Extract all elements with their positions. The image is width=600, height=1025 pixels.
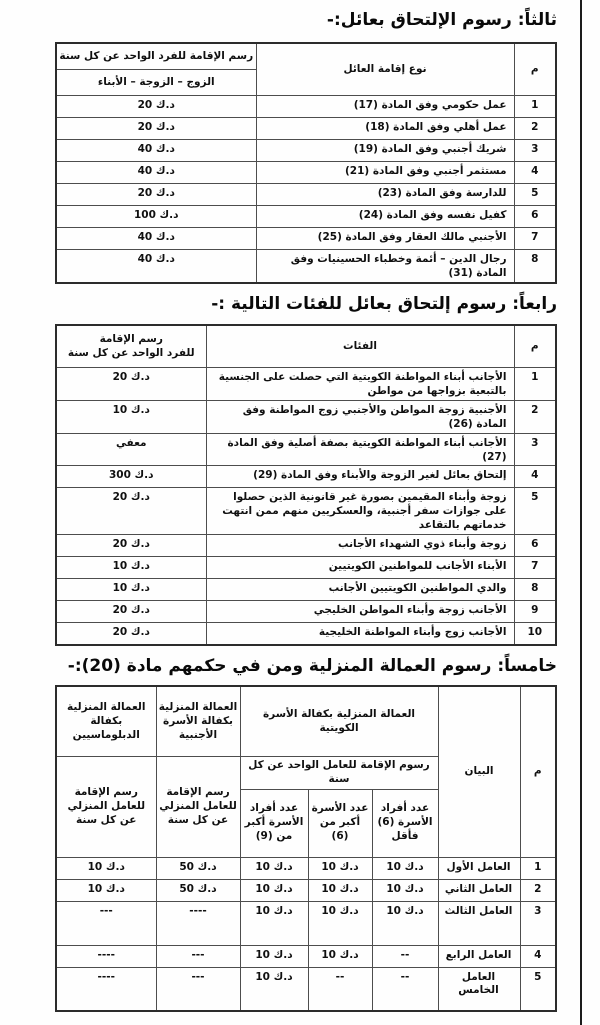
fee-cell: 40 د.ك — [56, 228, 256, 250]
fee-cell: 20 د.ك — [56, 184, 256, 206]
category-cell: الأبناء الأجانب للمواطنين الكويتيين — [206, 557, 514, 579]
fee-cell: 100 د.ك — [56, 206, 256, 228]
fee-cell: --- — [156, 967, 240, 1011]
fee-cell: 10 د.ك — [56, 557, 206, 579]
header-row — [56, 325, 556, 368]
fee-header-line2: الزوج – الزوجة – الأبناء — [56, 70, 256, 96]
row-number-cell: 5 — [514, 488, 556, 535]
category-cell: إلتحاق بعائل لغير الزوجة والأبناء وفق المادة (29) — [206, 466, 514, 488]
fee-cell: 20 د.ك — [56, 623, 206, 645]
table-row — [56, 901, 556, 945]
fee-cell: -- — [308, 967, 372, 1011]
row-number-cell: 4 — [514, 162, 556, 184]
residence-type-cell: الأجنبي مالك العقار وفق المادة (25) — [256, 228, 514, 250]
row-number-cell: 1 — [514, 96, 556, 118]
table-row — [56, 945, 556, 967]
fee-cell: ---- — [56, 967, 156, 1011]
diplomats-group-header: العمالة المنزلية بكفالة الدبلوماسيين — [56, 686, 156, 756]
fee-cell: 10 د.ك — [56, 857, 156, 879]
table-row — [56, 118, 556, 140]
bayan-header: البيان — [438, 686, 520, 857]
header-row — [56, 686, 556, 756]
fee-cell: 10 د.ك — [56, 401, 206, 434]
fee-cell: 20 د.ك — [56, 488, 206, 535]
fee-cell: 10 د.ك — [56, 879, 156, 901]
col-no-header: م — [514, 43, 556, 96]
table-row — [56, 368, 556, 401]
family-6-or-less-header: عدد أفراد الأسرة (6) فأقل — [372, 789, 438, 857]
family-join-fees-table — [55, 42, 557, 284]
fee-cell: 20 د.ك — [56, 535, 206, 557]
row-number-cell: 7 — [514, 557, 556, 579]
table-row — [56, 857, 556, 879]
family-more-than-6-header: عدد الأسرة أكبر من (6) — [308, 789, 372, 857]
fee-header — [56, 325, 206, 368]
fee-header-line1: رسم الإقامة — [99, 332, 163, 345]
table-row — [56, 250, 556, 283]
categories-fees-table — [55, 324, 557, 646]
table-row — [56, 967, 556, 1011]
row-number-cell: 7 — [514, 228, 556, 250]
residence-type-cell: عمل حكومي وفق المادة (17) — [256, 96, 514, 118]
row-number-cell: 1 — [514, 368, 556, 401]
fee-cell: 10 د.ك — [308, 857, 372, 879]
fee-cell: 10 د.ك — [240, 879, 308, 901]
category-cell: الأجانب أبناء المواطنة الكويتية التي حصلت على الجنسية بالتبعية بزواجها من مواطن — [206, 368, 514, 401]
fee-header-line2: للفرد الواحد عن كل سنة — [67, 346, 195, 359]
table-row — [56, 557, 556, 579]
row-number-cell: 3 — [514, 140, 556, 162]
worker-label-cell: العامل الرابع — [438, 945, 520, 967]
foreign-family-group-header: العمالة المنزلية بكفالة الأسرة الأجنبية — [156, 686, 240, 756]
category-cell: زوجة وأبناء ذوي الشهداء الأجانب — [206, 535, 514, 557]
table-row — [56, 96, 556, 118]
diplomat-fee-header: رسم الإقامة للعامل المنزلي عن كل سنة — [56, 756, 156, 857]
document-content — [57, 0, 557, 1012]
fee-cell: ---- — [56, 945, 156, 967]
category-cell: الأجانب زوجة وأبناء المواطن الخليجي — [206, 601, 514, 623]
residence-type-cell: كفيل نفسه وفق المادة (24) — [256, 206, 514, 228]
col-no-header: م — [520, 686, 556, 857]
table-row — [56, 879, 556, 901]
residence-type-cell: شريك أجنبي وفق المادة (19) — [256, 140, 514, 162]
domestic-labor-fees-table — [55, 685, 557, 1012]
fee-cell: 20 د.ك — [56, 601, 206, 623]
fee-header-line1: رسم الإقامة للفرد الواحد عن كل سنة — [56, 43, 256, 70]
fee-cell: 40 د.ك — [56, 162, 256, 184]
category-cell: الأجنبية زوجة المواطن والأجنبي زوج المواطنة وفق المادة (26) — [206, 401, 514, 434]
fee-cell: 10 د.ك — [308, 901, 372, 945]
row-number-cell: 2 — [520, 879, 556, 901]
fee-cell: --- — [156, 945, 240, 967]
fee-cell: ---- — [156, 901, 240, 945]
fee-cell: -- — [372, 945, 438, 967]
fee-cell: 40 د.ك — [56, 250, 256, 283]
row-number-cell: 10 — [514, 623, 556, 645]
fee-cell: 10 د.ك — [56, 579, 206, 601]
row-number-cell: 3 — [514, 433, 556, 466]
fee-cell: 50 د.ك — [156, 879, 240, 901]
table-row — [56, 623, 556, 645]
kuwaiti-fee-header: رسوم الإقامة للعامل الواحد عن كل سنة — [240, 756, 438, 789]
row-number-cell: 5 — [520, 967, 556, 1011]
fee-cell: 10 د.ك — [308, 879, 372, 901]
row-number-cell: 6 — [514, 206, 556, 228]
table-row — [56, 466, 556, 488]
table-row — [56, 401, 556, 434]
table-row — [56, 184, 556, 206]
fee-cell: 10 د.ك — [308, 945, 372, 967]
worker-label-cell: العامل الثالث — [438, 901, 520, 945]
family-more-than-9-header: عدد أفراد الأسرة أكبر من (9) — [240, 789, 308, 857]
row-number-cell: 4 — [520, 945, 556, 967]
fee-cell: 10 د.ك — [372, 879, 438, 901]
residence-type-cell: رجال الدين – أئمة وخطباء الحسينيات وفق المادة (31) — [256, 250, 514, 283]
fee-cell: 10 د.ك — [240, 945, 308, 967]
table-row — [56, 601, 556, 623]
fee-cell: --- — [56, 901, 156, 945]
kuwaiti-family-group-header: العمالة المنزلية بكفالة الأسرة الكويتية — [240, 686, 438, 756]
row-number-cell: 3 — [520, 901, 556, 945]
fee-cell: 10 د.ك — [372, 901, 438, 945]
table-row — [56, 228, 556, 250]
table-row — [56, 162, 556, 184]
foreign-fee-header: رسم الإقامة للعامل المنزلي عن كل سنة — [156, 756, 240, 857]
row-number-cell: 6 — [514, 535, 556, 557]
row-number-cell: 9 — [514, 601, 556, 623]
table-row — [56, 433, 556, 466]
fee-cell: -- — [372, 967, 438, 1011]
fee-cell: 20 د.ك — [56, 118, 256, 140]
residence-type-cell: مستثمر أجنبي وفق المادة (21) — [256, 162, 514, 184]
row-number-cell: 4 — [514, 466, 556, 488]
category-cell: والدي المواطنين الكويتيين الأجانب — [206, 579, 514, 601]
fee-cell: 10 د.ك — [240, 901, 308, 945]
header-row — [56, 43, 556, 70]
section-fourth-title: رابعاً: رسوم إلتحاق بعائل للفئات التالية :- — [211, 294, 557, 315]
category-cell: الأجانب زوج وأبناء المواطنة الخليجية — [206, 623, 514, 645]
row-number-cell: 2 — [514, 401, 556, 434]
residence-type-header: نوع إقامة العائل — [256, 43, 514, 96]
worker-label-cell: العامل الخامس — [438, 967, 520, 1011]
row-number-cell: 5 — [514, 184, 556, 206]
table-row — [56, 140, 556, 162]
fee-cell: 50 د.ك — [156, 857, 240, 879]
row-number-cell: 8 — [514, 250, 556, 283]
fee-cell: 20 د.ك — [56, 96, 256, 118]
page-edge-line — [580, 0, 582, 1025]
row-number-cell: 1 — [520, 857, 556, 879]
category-cell: زوجة وأبناء المقيمين بصورة غير قانونية الذين حصلوا على جوازات سفر أجنبية، والعسكريين منهم ممن انتهت خدماتهم بالتقاعد — [206, 488, 514, 535]
fee-cell: 20 د.ك — [56, 368, 206, 401]
table-row — [56, 535, 556, 557]
col-no-header: م — [514, 325, 556, 368]
table-row — [56, 206, 556, 228]
row-number-cell: 2 — [514, 118, 556, 140]
table-row — [56, 579, 556, 601]
worker-label-cell: العامل الأول — [438, 857, 520, 879]
worker-label-cell: العامل الثاني — [438, 879, 520, 901]
section-fifth-title: خامساً: رسوم العمالة المنزلية ومن في حكمهم مادة (20):- — [67, 655, 557, 676]
fee-cell: 300 د.ك — [56, 466, 206, 488]
row-number-cell: 8 — [514, 579, 556, 601]
section-third-title: ثالثاً: رسوم الإلتحاق بعائل:- — [326, 10, 557, 30]
residence-type-cell: عمل أهلي وفق المادة (18) — [256, 118, 514, 140]
table-row — [56, 488, 556, 535]
fee-cell: 10 د.ك — [240, 857, 308, 879]
categories-header: الفئات — [206, 325, 514, 368]
category-cell: الأجانب أبناء المواطنة الكويتية بصفة أصلية وفق المادة (27) — [206, 433, 514, 466]
fee-cell: 10 د.ك — [372, 857, 438, 879]
fee-cell: 10 د.ك — [240, 967, 308, 1011]
fee-cell: معفي — [56, 433, 206, 466]
fee-cell: 40 د.ك — [56, 140, 256, 162]
residence-type-cell: للدارسة وفق المادة (23) — [256, 184, 514, 206]
